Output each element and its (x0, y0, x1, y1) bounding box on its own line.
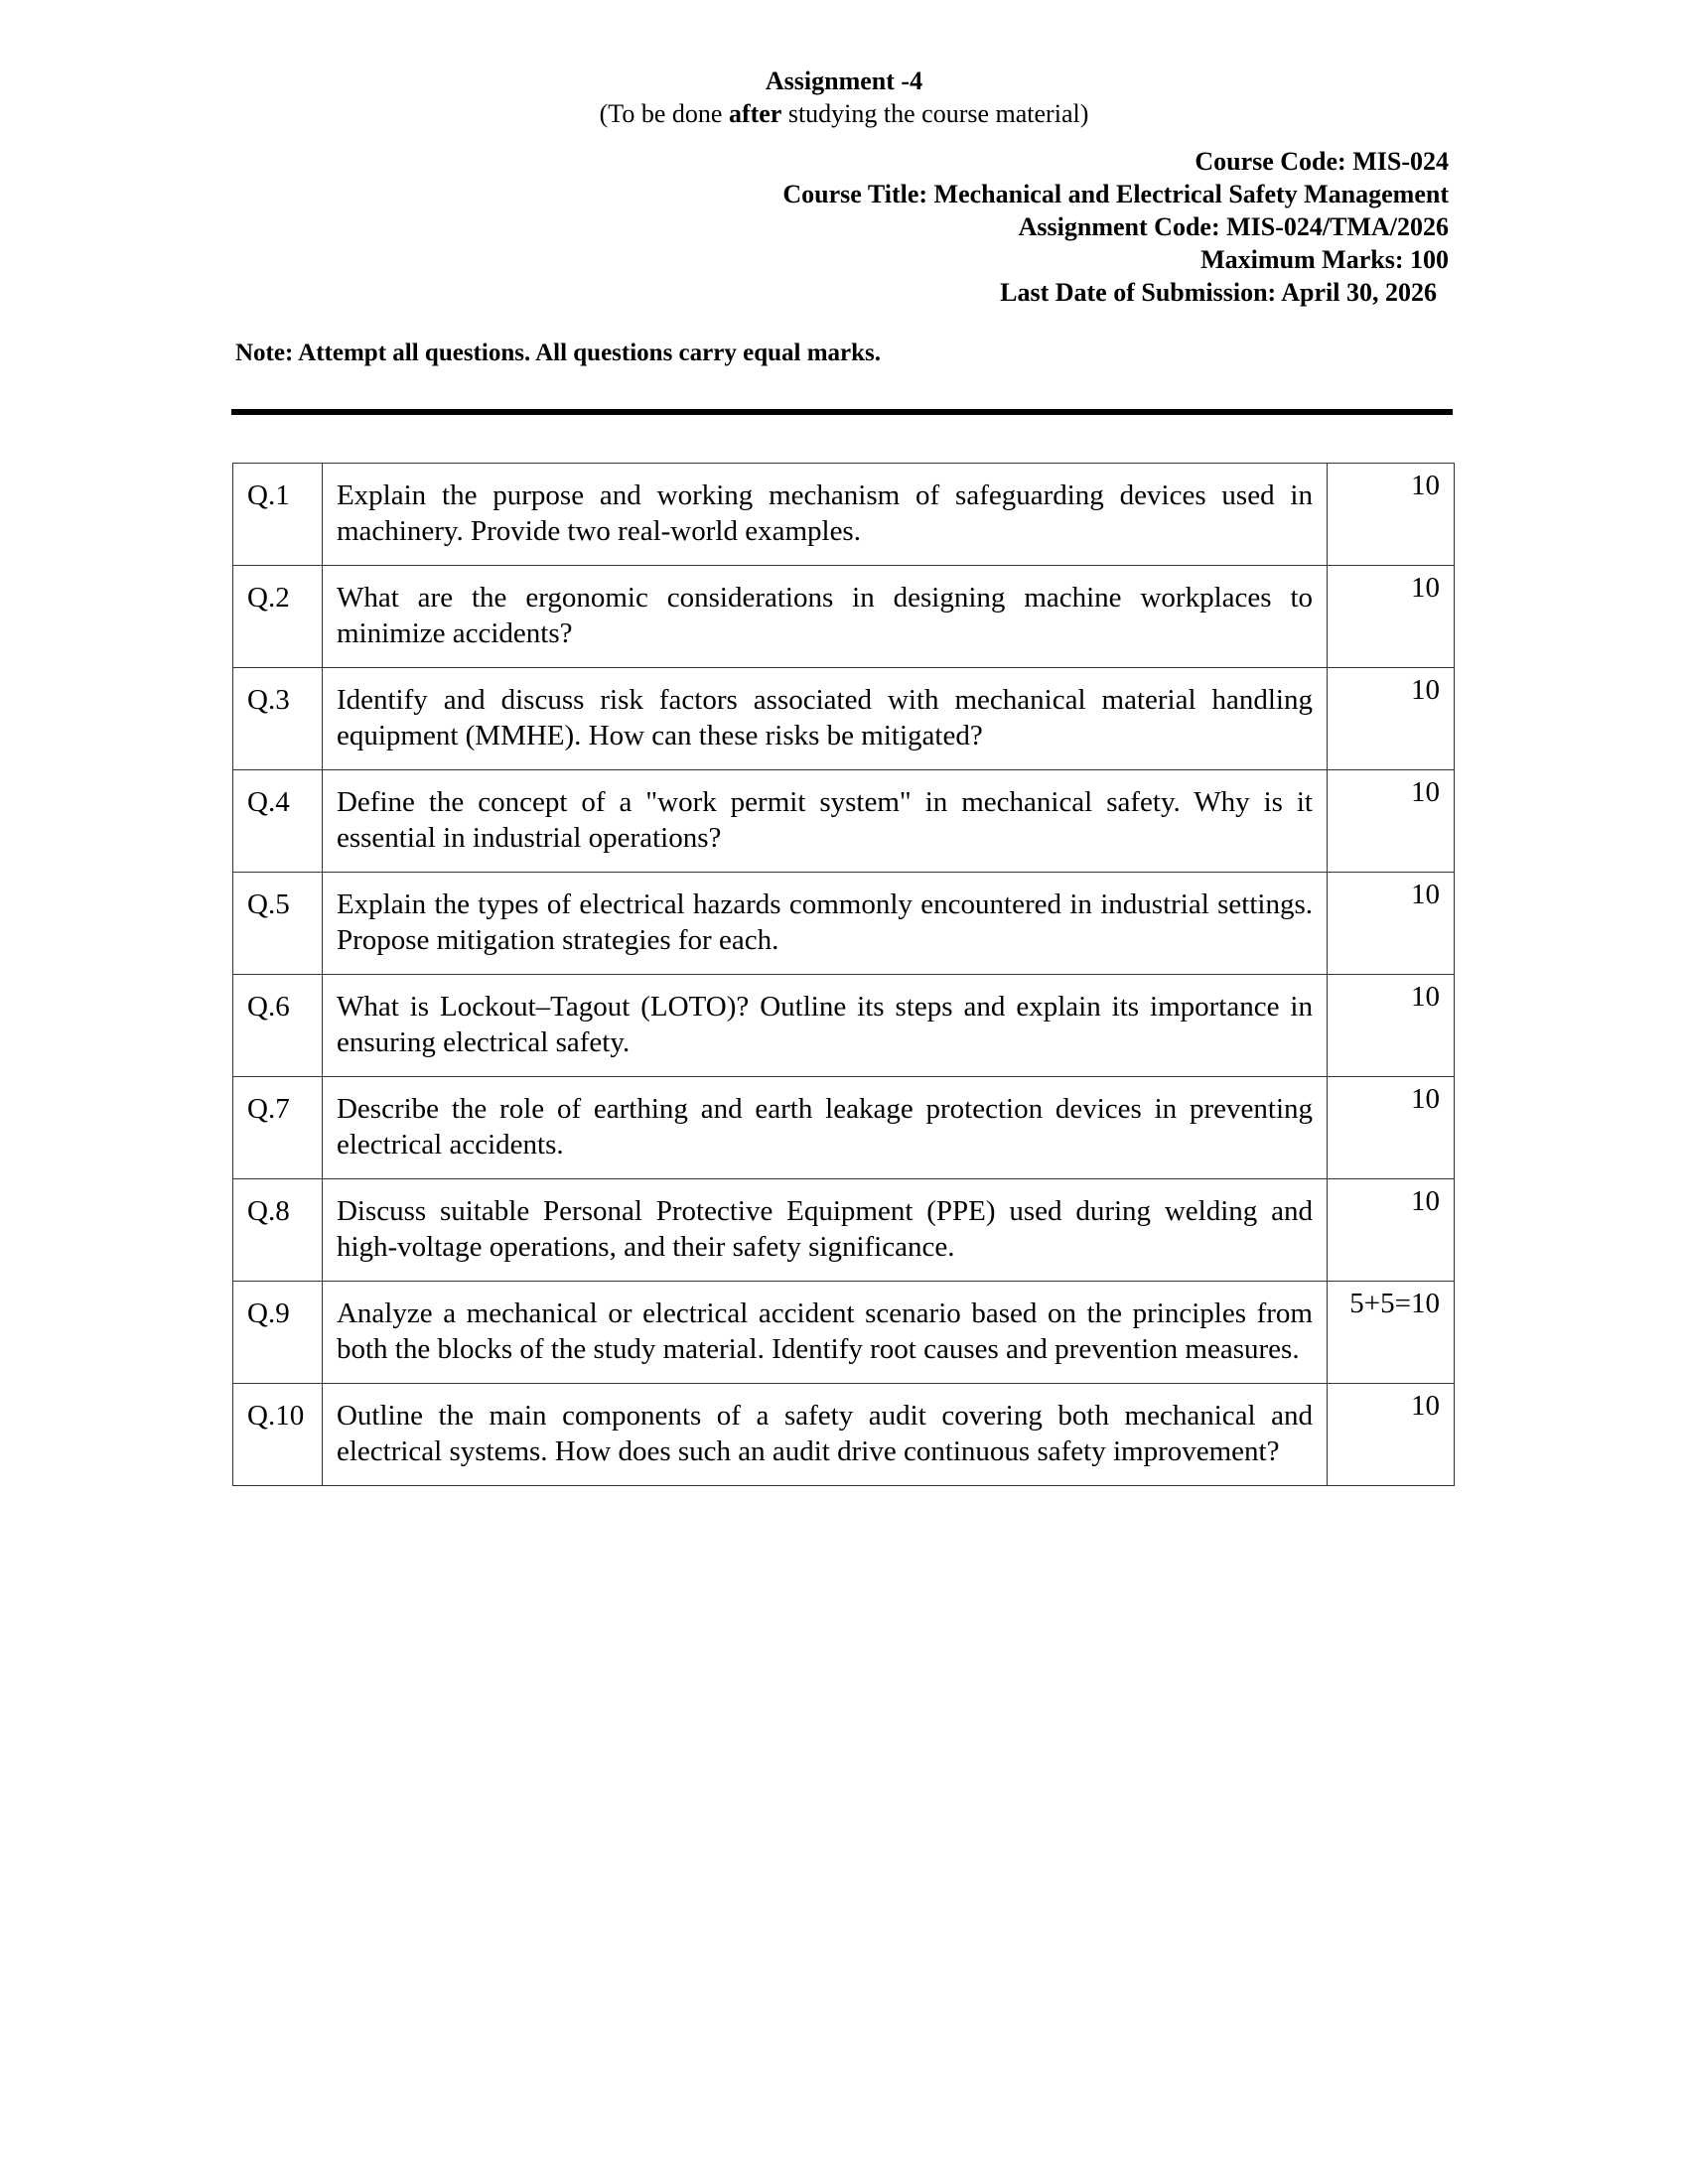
question-number: Q.1 (233, 464, 323, 566)
question-marks: 10 (1328, 1179, 1455, 1282)
subtitle-bold: after (728, 99, 782, 128)
question-row-8 (233, 1179, 1455, 1282)
question-text: Analyze a mechanical or electrical accident scenario based on the principles from both the blocks of the study material. Identify root causes and prevention measures. (322, 1282, 1327, 1384)
question-text: Outline the main components of a safety audit covering both mechanical and electrical systems. How does such an audit drive continuous safety improvement? (322, 1384, 1327, 1486)
question-number: Q.9 (233, 1282, 323, 1384)
subtitle-post: studying the course material) (781, 99, 1089, 128)
question-marks: 10 (1328, 770, 1455, 873)
question-number: Q.5 (233, 873, 323, 975)
horizontal-divider (231, 409, 1453, 415)
question-text: Explain the types of electrical hazards commonly encountered in industrial settings. Propose mitigation strategies for each. (322, 873, 1327, 975)
maximum-marks: Maximum Marks: 100 (1200, 245, 1449, 274)
question-marks: 10 (1328, 464, 1455, 566)
question-number: Q.8 (233, 1179, 323, 1282)
subtitle-pre: (To be done (599, 99, 729, 128)
question-marks: 10 (1328, 1077, 1455, 1179)
question-text: What is Lockout–Tagout (LOTO)? Outline its steps and explain its importance in ensuring electrical safety. (322, 975, 1327, 1077)
question-row-5 (233, 873, 1455, 975)
question-row-10 (233, 1384, 1455, 1486)
question-marks: 5+5=10 (1328, 1282, 1455, 1384)
assignment-subtitle (0, 98, 1688, 130)
questions-table (232, 463, 1455, 1486)
question-row-4 (233, 770, 1455, 873)
question-number: Q.2 (233, 566, 323, 668)
assignment-code: Assignment Code: MIS-024/TMA/2026 (1018, 212, 1449, 241)
question-text: What are the ergonomic considerations in designing machine workplaces to minimize accidents? (322, 566, 1327, 668)
question-row-7 (233, 1077, 1455, 1179)
course-title: Course Title: Mechanical and Electrical Safety Management (782, 180, 1449, 208)
course-meta-block (782, 145, 1449, 309)
question-text: Discuss suitable Personal Protective Equipment (PPE) used during welding and high-voltage operations, and their safety significance. (322, 1179, 1327, 1282)
question-row-6 (233, 975, 1455, 1077)
question-marks: 10 (1328, 975, 1455, 1077)
question-text: Describe the role of earthing and earth leakage protection devices in preventing electrical accidents. (322, 1077, 1327, 1179)
question-row-9 (233, 1282, 1455, 1384)
question-marks: 10 (1328, 873, 1455, 975)
question-text: Define the concept of a "work permit system" in mechanical safety. Why is it essential in industrial operations? (322, 770, 1327, 873)
question-text: Identify and discuss risk factors associated with mechanical material handling equipment (MMHE). How can these risks be mitigated? (322, 668, 1327, 770)
question-row-1 (233, 464, 1455, 566)
assignment-title: Assignment -4 (765, 67, 923, 95)
question-text: Explain the purpose and working mechanism of safeguarding devices used in machinery. Provide two real-world examples. (322, 464, 1327, 566)
question-marks: 10 (1328, 668, 1455, 770)
question-row-3 (233, 668, 1455, 770)
question-number: Q.7 (233, 1077, 323, 1179)
question-number: Q.6 (233, 975, 323, 1077)
question-marks: 10 (1328, 566, 1455, 668)
question-number: Q.3 (233, 668, 323, 770)
instructions-note: Note: Attempt all questions. All questions carry equal marks. (235, 340, 881, 366)
last-date-of-submission: Last Date of Submission: April 30, 2026 (1000, 278, 1437, 307)
question-number: Q.4 (233, 770, 323, 873)
course-code: Course Code: MIS-024 (1195, 147, 1449, 176)
question-row-2 (233, 566, 1455, 668)
question-number: Q.10 (233, 1384, 323, 1486)
question-marks: 10 (1328, 1384, 1455, 1486)
